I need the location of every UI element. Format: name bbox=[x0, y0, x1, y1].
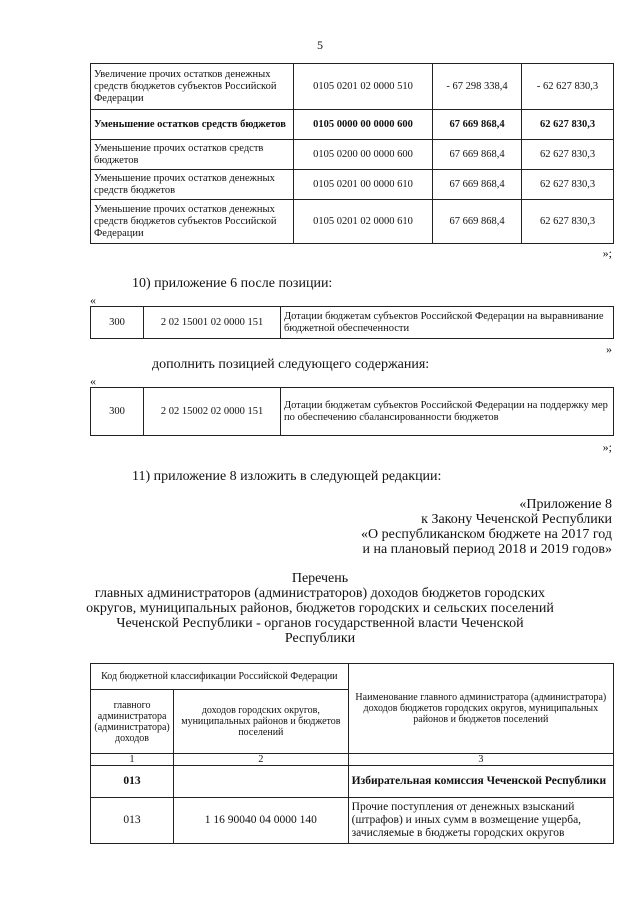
row-name: Уменьшение остатков средств бюджетов bbox=[91, 110, 294, 140]
appendix-line: к Закону Чеченской Республики bbox=[421, 512, 612, 527]
table-row bbox=[91, 170, 614, 200]
col-number: 3 bbox=[348, 754, 613, 766]
income-code: 1 16 90040 04 0000 140 bbox=[174, 798, 349, 844]
admin-table bbox=[90, 663, 614, 844]
admin-code: 300 bbox=[91, 388, 144, 436]
position-name: Дотации бюджетам субъектов Российской Федерации на поддержку мер по обеспечению сбалансированности бюджетов bbox=[281, 388, 614, 436]
row-code: 0105 0201 02 0000 610 bbox=[294, 200, 433, 244]
table-row bbox=[91, 388, 614, 436]
new-position-table bbox=[90, 387, 614, 436]
appendix-line: «О республиканском бюджете на 2017 год bbox=[361, 527, 612, 542]
table-row bbox=[91, 140, 614, 170]
row-name: Увеличение прочих остатков денежных средств бюджетов субъектов Российской Федерации bbox=[91, 64, 294, 110]
appendix-line: «Приложение 8 bbox=[519, 497, 612, 512]
page-number: 5 bbox=[317, 38, 323, 52]
appendix-note bbox=[361, 497, 612, 557]
row-value-2018: 62 627 830,3 bbox=[522, 170, 614, 200]
title-line: главных администраторов (администраторов) доходов бюджетов городских bbox=[94, 586, 546, 601]
row-value-2017: - 67 298 338,4 bbox=[433, 64, 522, 110]
row-code: 0105 0000 00 0000 600 bbox=[294, 110, 433, 140]
admin-col-header: главного администратора (администратора) доходов bbox=[91, 690, 174, 754]
budget-code: 2 02 15002 02 0000 151 bbox=[144, 388, 281, 436]
table-row bbox=[91, 64, 614, 110]
row-value-2017: 67 669 868,4 bbox=[433, 110, 522, 140]
admin-code: 013 bbox=[91, 766, 174, 798]
row-value-2018: 62 627 830,3 bbox=[522, 110, 614, 140]
supplement-text: дополнить позицией следующего содержания: bbox=[152, 357, 430, 372]
position-table bbox=[90, 306, 614, 339]
title-line: округов, муниципальных районов, бюджетов городских и сельских поселений bbox=[86, 601, 554, 616]
title-line: Республики bbox=[284, 631, 356, 646]
income-col-header: доходов городских округов, муниципальных районов и бюджетов поселений bbox=[174, 690, 349, 754]
row-name: Уменьшение прочих остатков денежных средств бюджетов bbox=[91, 170, 294, 200]
item-10-heading: 10) приложение 6 после позиции: bbox=[132, 276, 333, 291]
table-row bbox=[91, 766, 614, 798]
table-row bbox=[91, 200, 614, 244]
row-code: 0105 0201 00 0000 610 bbox=[294, 170, 433, 200]
admin-code: 300 bbox=[91, 307, 144, 339]
title-line: Чеченской Республики - органов государственной власти Чеченской bbox=[116, 616, 524, 631]
row-name: Уменьшение прочих остатков средств бюджетов bbox=[91, 140, 294, 170]
admin-name: Прочие поступления от денежных взысканий (штрафов) и иных сумм в возмещение ущерба, зачисляемые в бюджеты городских округов bbox=[348, 798, 613, 844]
row-value-2017: 67 669 868,4 bbox=[433, 170, 522, 200]
appendix-line: и на плановый период 2018 и 2019 годов» bbox=[362, 542, 612, 557]
sources-table bbox=[90, 63, 614, 244]
budget-code: 2 02 15001 02 0000 151 bbox=[144, 307, 281, 339]
col-number: 1 bbox=[91, 754, 174, 766]
item-11-heading: 11) приложение 8 изложить в следующей редакции: bbox=[132, 469, 442, 484]
admin-name: Избирательная комиссия Чеченской Республики bbox=[348, 766, 613, 798]
row-value-2017: 67 669 868,4 bbox=[433, 140, 522, 170]
closing-quote: »; bbox=[602, 246, 612, 260]
opening-quote: « bbox=[90, 374, 96, 388]
name-header: Наименование главного администратора (администратора) доходов бюджетов городских округов, муниципальных районов и бюджетов поселений bbox=[348, 664, 613, 754]
opening-quote: « bbox=[90, 293, 96, 307]
table-header-row bbox=[91, 664, 614, 690]
closing-quote: »; bbox=[602, 440, 612, 454]
row-name: Уменьшение прочих остатков денежных средств бюджетов субъектов Российской Федерации bbox=[91, 200, 294, 244]
admin-code: 013 bbox=[91, 798, 174, 844]
list-title bbox=[0, 571, 640, 646]
row-value-2018: 62 627 830,3 bbox=[522, 140, 614, 170]
title-line: Перечень bbox=[291, 571, 349, 586]
table-row bbox=[91, 307, 614, 339]
row-code: 0105 0201 02 0000 510 bbox=[294, 64, 433, 110]
row-value-2018: - 62 627 830,3 bbox=[522, 64, 614, 110]
column-numbers-row bbox=[91, 754, 614, 766]
income-code bbox=[174, 766, 349, 798]
code-group-header: Код бюджетной классификации Российской Федерации bbox=[91, 664, 349, 690]
col-number: 2 bbox=[174, 754, 349, 766]
position-name: Дотации бюджетам субъектов Российской Федерации на выравнивание бюджетной обеспеченности bbox=[281, 307, 614, 339]
closing-quote: » bbox=[606, 342, 612, 356]
table-row bbox=[91, 798, 614, 844]
table-row bbox=[91, 110, 614, 140]
row-value-2017: 67 669 868,4 bbox=[433, 200, 522, 244]
row-value-2018: 62 627 830,3 bbox=[522, 200, 614, 244]
row-code: 0105 0200 00 0000 600 bbox=[294, 140, 433, 170]
